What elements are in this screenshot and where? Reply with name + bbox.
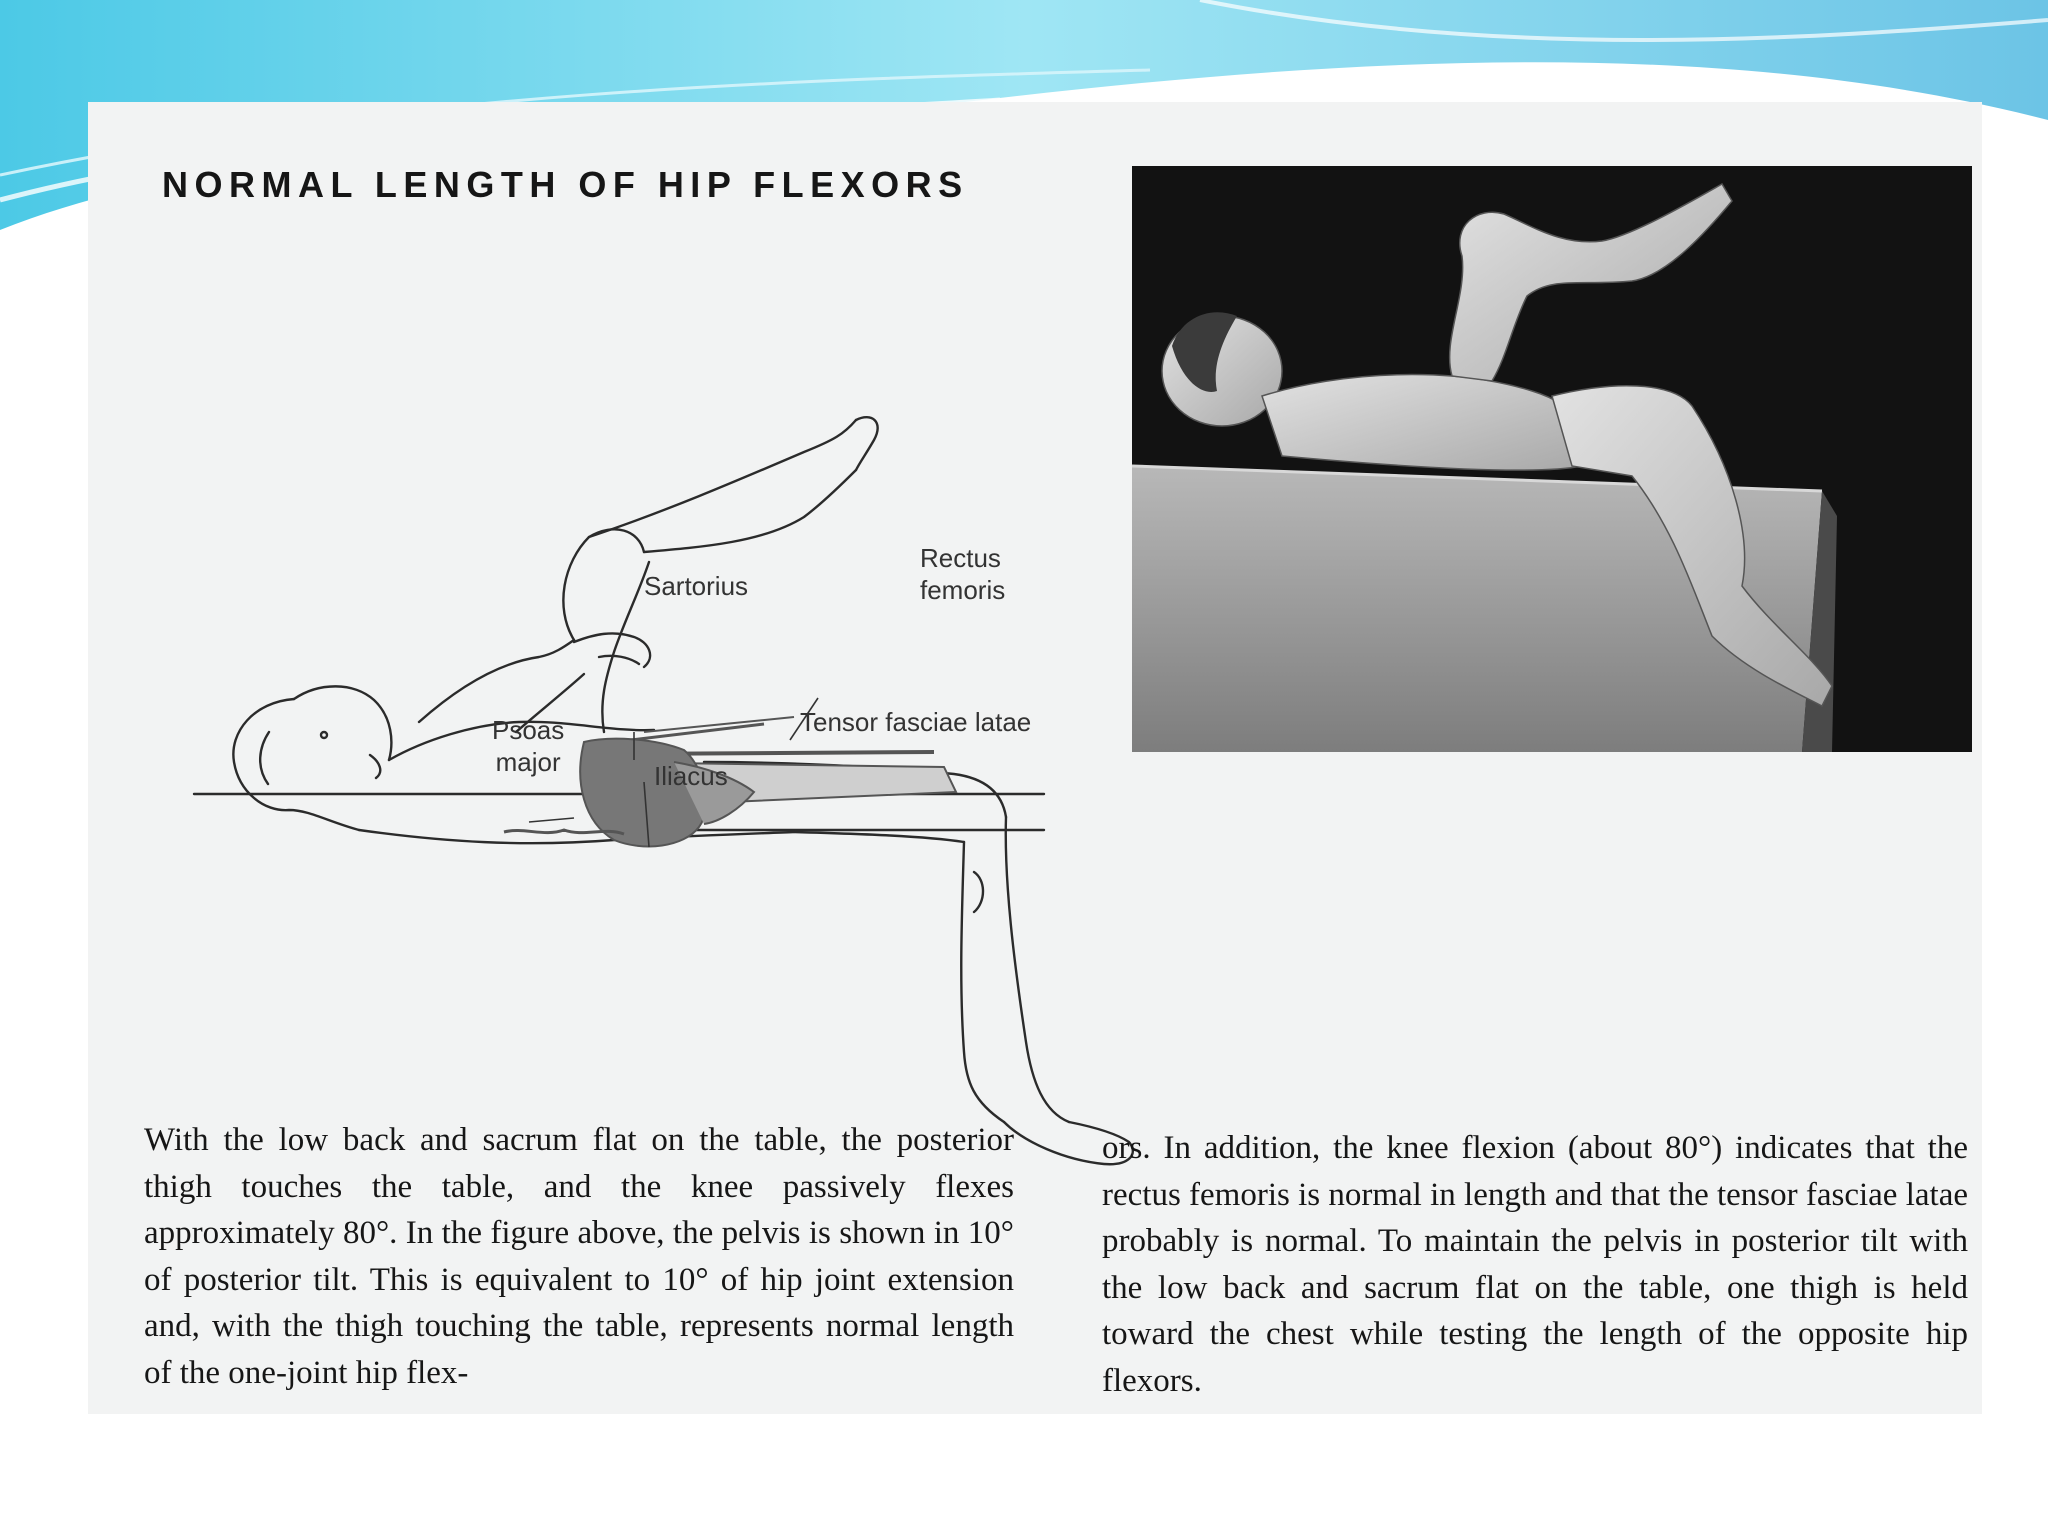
label-iliacus: Iliacus bbox=[654, 761, 728, 791]
label-sartorius: Sartorius bbox=[644, 571, 749, 601]
caption-column-1: With the low back and sacrum flat on the table, the posterior thigh touches the table, and the knee passively flexes approximately 80°. In the figure above, the pelvis is shown in 10° of posterior tilt. This is equivalent to 10° of hip joint extension and, with the thigh touching the table, represents normal length of the one-joint hip flex- bbox=[144, 1122, 1014, 1391]
label-psoas-major: Psoas major bbox=[492, 715, 565, 777]
label-rectus-femoris: Rectus femoris bbox=[920, 543, 1006, 605]
textbook-page bbox=[88, 102, 1982, 1414]
label-tensor-fasciae-latae: Tensor fasciae latae bbox=[800, 707, 1032, 737]
caption-column-2: ors. In addition, the knee flexion (about 80°) indicates that the rectus femoris is normal in length and that the tensor fasciae latae probably is normal. To maintain the pelvis in posterior tilt with the low back and sacrum flat on the table, one thigh is held toward the chest while testing the length of the opposite hip flexors. bbox=[1102, 1130, 1968, 1399]
page-title: NORMAL LENGTH OF HIP FLEXORS bbox=[162, 164, 969, 205]
hip-flexor-test-photo bbox=[1132, 166, 1972, 752]
